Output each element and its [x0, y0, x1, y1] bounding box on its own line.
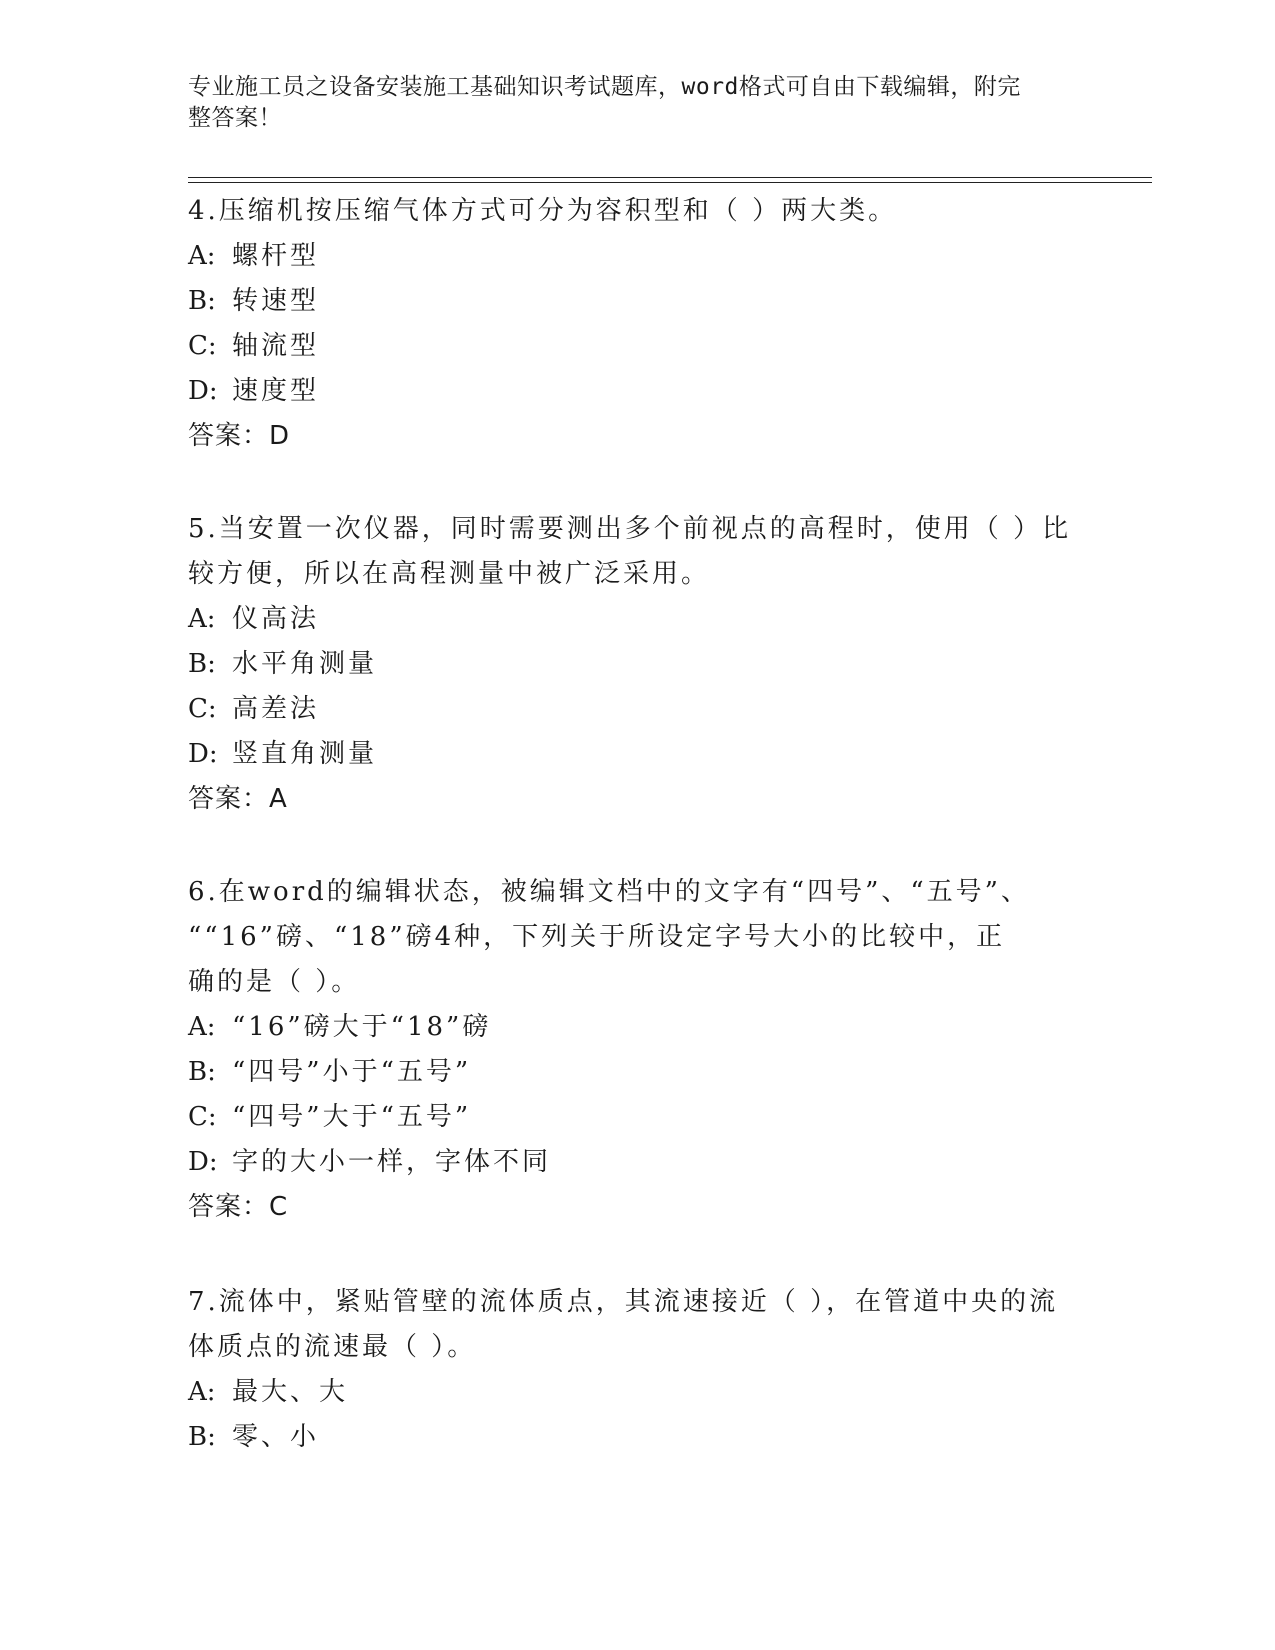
option-b [188, 279, 1088, 324]
question-stem: 4.压缩机按压缩气体方式可分为容积型和（ ）两大类。 [188, 196, 898, 226]
option-text: 竖直角测量 [232, 739, 378, 769]
document-header [188, 72, 1068, 134]
question-stem-line-3: 确的是（ ）。 [188, 967, 361, 997]
option-text: 速度型 [232, 376, 320, 406]
option-key: B: [188, 286, 216, 316]
option-text: 仪高法 [232, 604, 320, 634]
option-b [188, 642, 1088, 687]
option-text: 最大、大 [232, 1377, 349, 1407]
question-stem-line-1: 6.在word的编辑状态，被编辑文档中的文字有“四号”、“五号”、 [188, 877, 1030, 907]
answer-label: 答案：D [188, 421, 291, 451]
header-divider-top [188, 177, 1152, 178]
option-text: “四号”小于“五号” [232, 1057, 472, 1087]
option-c [188, 1095, 1088, 1140]
question-stem-line-1: 5.当安置一次仪器，同时需要测出多个前视点的高程时，使用（ ）比 [188, 514, 1072, 544]
option-key: A: [188, 604, 216, 634]
answer-label: 答案：A [188, 784, 288, 814]
option-key: D: [188, 1147, 218, 1177]
option-key: B: [188, 1422, 216, 1452]
option-key: C: [188, 694, 217, 724]
option-b [188, 1050, 1088, 1095]
option-text: 水平角测量 [232, 649, 378, 679]
option-key: B: [188, 1057, 216, 1087]
option-c [188, 324, 1088, 369]
header-line-2: 整答案！ [188, 105, 282, 131]
option-a [188, 1370, 1088, 1415]
option-key: C: [188, 331, 217, 361]
header-line-1: 专业施工员之设备安装施工基础知识考试题库，word格式可自由下载编辑，附完 [188, 74, 1021, 100]
question-stem-line-2: 体质点的流速最（ ）。 [188, 1332, 477, 1362]
option-text: 转速型 [232, 286, 320, 316]
option-key: D: [188, 376, 218, 406]
question-stem-line-2: ““16”磅、“18”磅4种，下列关于所设定字号大小的比较中，正 [188, 922, 1006, 952]
option-a [188, 1005, 1088, 1050]
question-7 [188, 1280, 1088, 1460]
option-a [188, 597, 1088, 642]
option-text: 轴流型 [232, 331, 320, 361]
option-text: 螺杆型 [232, 241, 320, 271]
option-text: 字的大小一样，字体不同 [232, 1147, 552, 1177]
header-divider-bottom [188, 182, 1152, 183]
question-5 [188, 507, 1088, 822]
option-c [188, 687, 1088, 732]
option-d [188, 369, 1088, 414]
question-6 [188, 870, 1088, 1230]
option-key: A: [188, 1012, 216, 1042]
question-stem-line-2: 较方便，所以在高程测量中被广泛采用。 [188, 559, 711, 589]
option-key: B: [188, 649, 216, 679]
option-a [188, 234, 1088, 279]
option-text: “16”磅大于“18”磅 [232, 1012, 492, 1042]
option-d [188, 732, 1088, 777]
option-text: 零、小 [232, 1422, 320, 1452]
answer-label: 答案：C [188, 1192, 289, 1222]
option-key: D: [188, 739, 218, 769]
option-text: “四号”大于“五号” [232, 1102, 472, 1132]
option-key: C: [188, 1102, 217, 1132]
option-text: 高差法 [232, 694, 320, 724]
option-d [188, 1140, 1088, 1185]
option-b [188, 1415, 1088, 1460]
option-key: A: [188, 1377, 216, 1407]
question-stem-line-1: 7.流体中，紧贴管壁的流体质点，其流速接近（ ），在管道中央的流 [188, 1287, 1059, 1317]
question-4 [188, 189, 1088, 459]
option-key: A: [188, 241, 216, 271]
